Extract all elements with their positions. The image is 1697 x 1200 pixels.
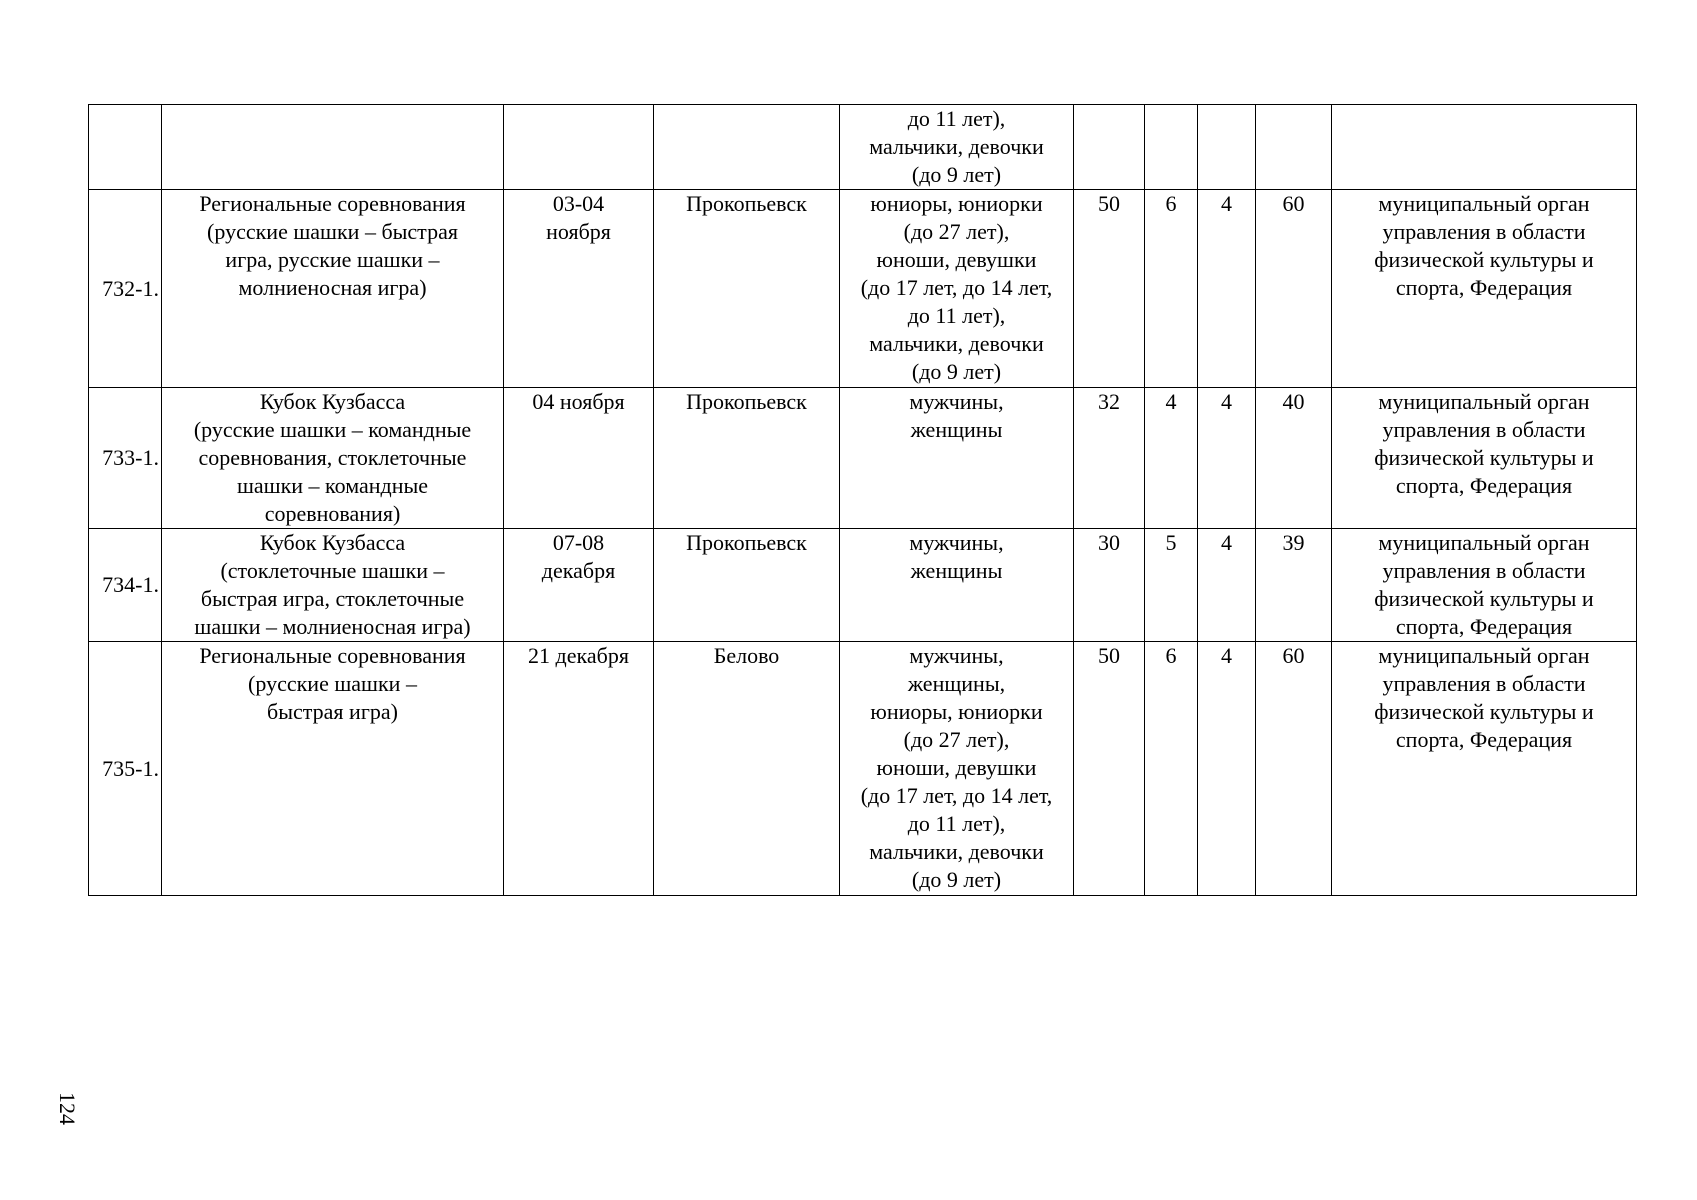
- competition-dates: 03-04 ноября: [504, 190, 654, 388]
- count-total: 40: [1256, 388, 1332, 529]
- competition-name: Региональные соревнования (русские шашки – быстрая игра): [162, 642, 504, 896]
- row-number: 735-1.: [89, 642, 162, 896]
- count-total: 60: [1256, 642, 1332, 896]
- count-1: [1074, 105, 1145, 190]
- participant-groups: мужчины, женщины: [840, 529, 1074, 642]
- row-number: 732-1.: [89, 190, 162, 388]
- competition-dates: 21 декабря: [504, 642, 654, 896]
- count-2: 6: [1145, 190, 1198, 388]
- competition-dates: [504, 105, 654, 190]
- competition-name: Кубок Кузбасса (стоклеточные шашки – быстрая игра, стоклеточные шашки – молниеносная игра): [162, 529, 504, 642]
- count-3: 4: [1198, 642, 1256, 896]
- count-2: 6: [1145, 642, 1198, 896]
- table-row: [89, 642, 1637, 896]
- participant-groups: юниоры, юниорки (до 27 лет), юноши, девушки (до 17 лет, до 14 лет, до 11 лет), мальчики, девочки (до 9 лет): [840, 190, 1074, 388]
- competition-place: Прокопьевск: [654, 190, 840, 388]
- competition-place: Белово: [654, 642, 840, 896]
- count-total: 39: [1256, 529, 1332, 642]
- table-row: [89, 190, 1637, 388]
- competition-name: Региональные соревнования (русские шашки – быстрая игра, русские шашки – молниеносная игра): [162, 190, 504, 388]
- count-2: [1145, 105, 1198, 190]
- competition-place: Прокопьевск: [654, 388, 840, 529]
- count-1: 50: [1074, 642, 1145, 896]
- competition-place: Прокопьевск: [654, 529, 840, 642]
- organizer: [1332, 105, 1637, 190]
- count-3: 4: [1198, 388, 1256, 529]
- competition-dates: 04 ноября: [504, 388, 654, 529]
- count-2: 4: [1145, 388, 1198, 529]
- count-1: 32: [1074, 388, 1145, 529]
- participant-groups: мужчины, женщины, юниоры, юниорки (до 27 лет), юноши, девушки (до 17 лет, до 14 лет, до 11 лет), мальчики, девочки (до 9 лет): [840, 642, 1074, 896]
- competition-dates: 07-08 декабря: [504, 529, 654, 642]
- count-1: 50: [1074, 190, 1145, 388]
- count-3: [1198, 105, 1256, 190]
- participant-groups: до 11 лет), мальчики, девочки (до 9 лет): [840, 105, 1074, 190]
- participant-groups: мужчины, женщины: [840, 388, 1074, 529]
- competition-name: Кубок Кузбасса (русские шашки – командные соревнования, стоклеточные шашки – командные соревнования): [162, 388, 504, 529]
- count-2: 5: [1145, 529, 1198, 642]
- competition-place: [654, 105, 840, 190]
- row-number: [89, 105, 162, 190]
- organizer: муниципальный орган управления в области физической культуры и спорта, Федерация: [1332, 190, 1637, 388]
- count-1: 30: [1074, 529, 1145, 642]
- organizer: муниципальный орган управления в области физической культуры и спорта, Федерация: [1332, 642, 1637, 896]
- table-row: [89, 388, 1637, 529]
- table-body: [89, 105, 1637, 896]
- table-row: [89, 105, 1637, 190]
- count-3: 4: [1198, 190, 1256, 388]
- organizer: муниципальный орган управления в области физической культуры и спорта, Федерация: [1332, 388, 1637, 529]
- table-row: [89, 529, 1637, 642]
- row-number: 733-1.: [89, 388, 162, 529]
- competition-name: [162, 105, 504, 190]
- count-3: 4: [1198, 529, 1256, 642]
- count-total: 60: [1256, 190, 1332, 388]
- row-number: 734-1.: [89, 529, 162, 642]
- organizer: муниципальный орган управления в области физической культуры и спорта, Федерация: [1332, 529, 1637, 642]
- competitions-table: [88, 104, 1637, 896]
- page-number: 124: [55, 1092, 80, 1125]
- count-total: [1256, 105, 1332, 190]
